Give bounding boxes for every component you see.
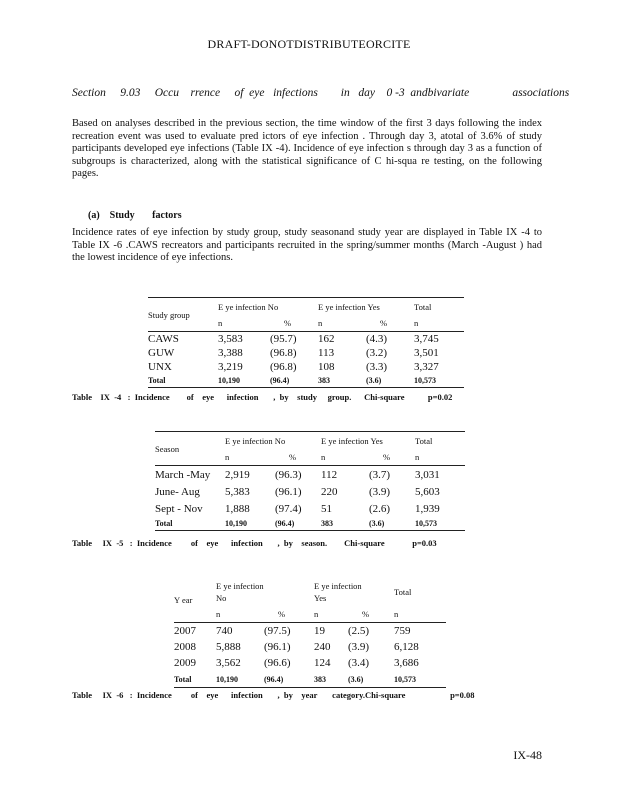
table-row: [148, 332, 464, 347]
row-header: Study group: [148, 298, 218, 332]
total-total: 10,573: [414, 374, 464, 388]
subheader-n: n: [216, 609, 221, 619]
subheader-pct: %: [380, 318, 388, 328]
row-header: Y ear: [174, 595, 193, 605]
cell-total: 5,603: [415, 485, 440, 498]
cell-pct-no: (96.8): [270, 347, 297, 359]
cell-n-yes: 19: [314, 623, 348, 640]
no-column-header: E ye infection No: [216, 581, 264, 603]
subheader-pct: %: [383, 452, 391, 462]
table-row: [155, 500, 465, 517]
row-header: Season: [155, 432, 225, 466]
total-n-no: 10,190: [225, 517, 275, 531]
subheader-n: n: [218, 318, 223, 328]
cell-n-yes: 113: [318, 347, 335, 359]
cell-n-no: 740: [216, 623, 264, 640]
cell-n-no: 5,383: [225, 485, 250, 498]
total-label: Total: [148, 374, 218, 388]
row-label: CAWS: [148, 332, 218, 347]
cell-pct-no: (96.6): [264, 657, 291, 669]
row-label: 2008: [174, 641, 196, 653]
cell-n-no: 3,219: [218, 361, 243, 373]
total-n-no: 10,190: [218, 374, 270, 388]
cell-pct-no: (95.7): [270, 332, 318, 347]
cell-n-yes: 108: [318, 361, 335, 373]
intro-paragraph: Based on analyses described in the previous section, the time window of the first 3 days following the index recreation event was used to evaluate pred ictors of eye infection . Through day 3, atotal of 3.6% of study participants developed eye infections (Table IX -4). Incidence of eye infection s through day 3 as a function of subgroups is characterized, along with the statistical significance of C hi-squa re testing, on the following pages.: [72, 118, 542, 180]
subheader-pct: %: [284, 318, 292, 328]
total-n-yes: 383: [314, 671, 348, 688]
cell-pct-yes: (3.2): [366, 347, 388, 359]
cell-total: 3,686: [394, 657, 419, 669]
cell-n-yes: 240: [314, 641, 331, 653]
total-label: Total: [174, 671, 216, 688]
table-caption: Table IX -4 : Incidence of eye infection , by study group. Chi-square p=0.02: [72, 392, 453, 402]
cell-pct-no: (96.3): [275, 466, 321, 484]
cell-pct-yes: (3.3): [366, 361, 388, 373]
cell-n-yes: 51: [321, 502, 332, 515]
cell-pct-yes: (2.6): [369, 502, 391, 515]
cell-pct-no: (96.8): [270, 361, 297, 373]
cell-n-no: 3,562: [216, 657, 241, 669]
total-pct-no: (96.4): [270, 374, 318, 388]
table-row: [148, 346, 464, 360]
subheader-n: n: [415, 452, 420, 462]
cell-pct-yes: (3.9): [369, 485, 391, 498]
row-label: UNX: [148, 361, 172, 373]
cell-n-yes: 162: [318, 332, 366, 347]
cell-total: 1,939: [415, 502, 440, 515]
yes-column-header: E ye infection Yes: [321, 432, 415, 450]
subheader-n: n: [314, 609, 319, 619]
cell-pct-yes: (4.3): [366, 332, 414, 347]
cell-total: 3,031: [415, 466, 465, 484]
total-column-header: Total: [394, 587, 412, 597]
total-row: [174, 671, 446, 688]
cell-n-no: 3,388: [218, 347, 243, 359]
cell-total: 3,745: [414, 332, 464, 347]
no-column-header: E ye infection No: [218, 298, 318, 316]
table-caption: Table IX -6 : Incidence of eye infection , by year category.Chi-square p=0.08: [72, 690, 475, 700]
total-n-yes: 383: [318, 374, 366, 388]
total-pct-no: (96.4): [275, 517, 321, 531]
page-number: IX-48: [513, 748, 542, 762]
row-label: June- Aug: [155, 485, 200, 498]
table-row: [155, 483, 465, 500]
cell-n-yes: 124: [314, 657, 331, 669]
total-pct-yes: (3.6): [369, 517, 415, 531]
cell-total: 6,128: [394, 641, 419, 653]
yes-column-header: E ye infection Yes: [314, 581, 362, 603]
subheader-pct: %: [278, 609, 286, 619]
total-pct-yes: (3.6): [348, 671, 394, 688]
subsection-heading: (a) Study factors: [88, 210, 182, 221]
total-n-yes: 383: [321, 517, 369, 531]
table-row: [155, 466, 465, 484]
cell-pct-yes: (3.4): [348, 657, 370, 669]
cell-pct-no: (97.4): [275, 502, 302, 515]
total-column-header: Total: [414, 298, 464, 316]
subheader-pct: %: [362, 609, 370, 619]
yes-column-header: E ye infection Yes: [318, 298, 414, 316]
table-row: [174, 655, 446, 671]
cell-pct-yes: (3.9): [348, 641, 370, 653]
cell-total: 759: [394, 623, 446, 640]
cell-pct-yes: (2.5): [348, 623, 394, 640]
table-row: [174, 623, 446, 640]
table-season: [155, 431, 465, 531]
cell-n-no: 2,919: [225, 466, 275, 484]
cell-pct-no: (96.1): [264, 641, 291, 653]
total-n-no: 10,190: [216, 671, 264, 688]
total-label: Total: [155, 517, 225, 531]
cell-n-no: 3,583: [218, 332, 270, 347]
cell-n-yes: 112: [321, 466, 369, 484]
cell-total: 3,501: [414, 347, 439, 359]
total-row: [148, 374, 464, 388]
total-pct-no: (96.4): [264, 671, 314, 688]
total-total: 10,573: [415, 517, 465, 531]
table-study-group: [148, 297, 464, 388]
subheader-n: n: [394, 609, 399, 619]
row-label: 2007: [174, 623, 216, 640]
total-total: 10,573: [394, 671, 446, 688]
subheader-n: n: [225, 452, 230, 462]
row-label: Sept - Nov: [155, 502, 203, 515]
subheader-pct: %: [289, 452, 297, 462]
subheader-n: n: [414, 318, 419, 328]
no-column-header: E ye infection No: [225, 432, 321, 450]
cell-pct-no: (96.1): [275, 485, 302, 498]
table-caption: Table IX -5 : Incidence of eye infection , by season. Chi-square p=0.03: [72, 538, 437, 548]
subheader-n: n: [321, 452, 326, 462]
table-row: [174, 639, 446, 655]
subheader-n: n: [318, 318, 323, 328]
cell-n-no: 1,888: [225, 502, 250, 515]
cell-pct-yes: (3.7): [369, 466, 415, 484]
total-row: [155, 517, 465, 531]
total-column-header: Total: [415, 432, 465, 450]
section-title: Section 9.03 Occu rrence of eye infections in day 0 -3 andbivariate associations: [72, 87, 570, 99]
study-factors-paragraph: Incidence rates of eye infection by study group, study seasonand study year are displayed in Table IX -4 to Table IX -6 .CAWS recreators and participants recruited in the spring/summer months (March -August ) had the lowest incidence of eye infections.: [72, 227, 542, 264]
page-header: DRAFT-DONOTDISTRIBUTEORCITE: [207, 37, 411, 51]
cell-n-no: 5,888: [216, 641, 241, 653]
table-row: [148, 360, 464, 374]
table-year: [174, 578, 446, 688]
cell-n-yes: 220: [321, 485, 338, 498]
row-label: 2009: [174, 657, 196, 669]
row-label: GUW: [148, 347, 175, 359]
cell-pct-no: (97.5): [264, 623, 314, 640]
cell-total: 3,327: [414, 361, 439, 373]
total-pct-yes: (3.6): [366, 374, 414, 388]
row-label: March -May: [155, 466, 225, 484]
